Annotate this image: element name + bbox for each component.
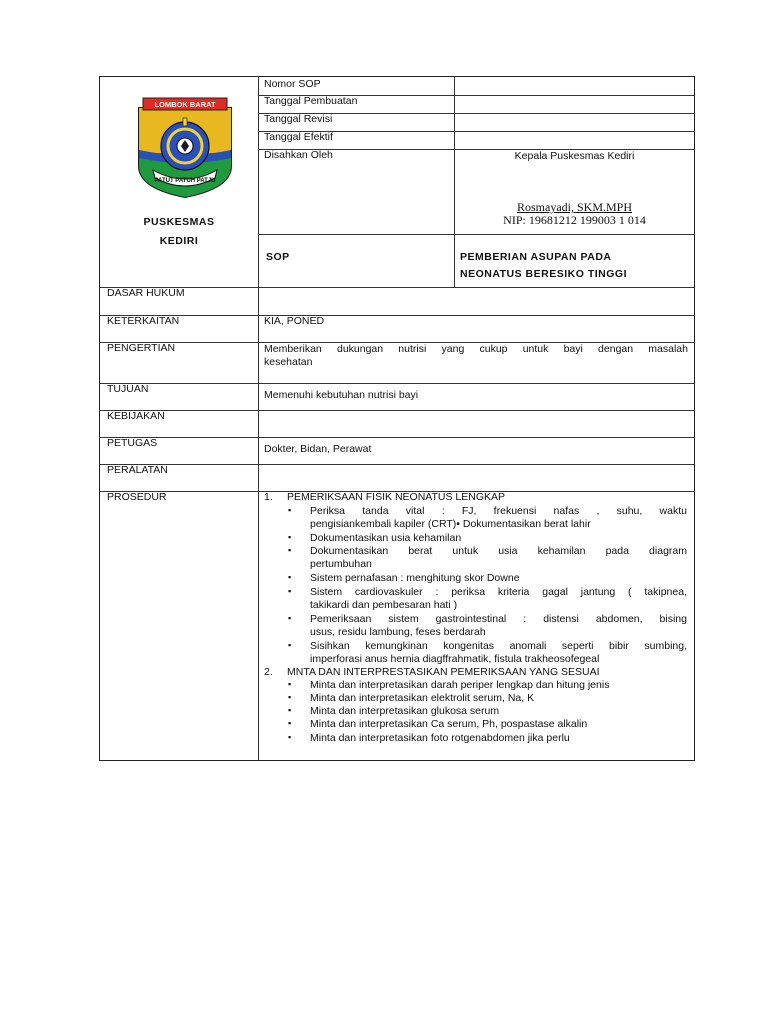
approver-name: Rosmayadi, SKM.MPH [516, 200, 632, 214]
petugas-label: PETUGAS [107, 437, 158, 449]
prosedur-item-line: Minta dan interpretasikan glukosa serum [310, 705, 500, 717]
step1-title: PEMERIKSAAN FISIK NEONATUS LENGKAP [287, 491, 506, 503]
row-divider [100, 287, 694, 288]
prosedur-item-line: Sistem pernafasan : menghitung skor Downe [310, 572, 520, 584]
prosedur-item-line: Dokumentasikan usia kehamilan [310, 532, 462, 544]
dasar-hukum-label: DASAR HUKUM [107, 287, 185, 299]
bullet-icon: ▪ [288, 718, 292, 728]
keterkaitan-value: KIA, PONED [264, 315, 325, 327]
pengertian-value-line2: kesehatan [264, 356, 313, 368]
org-name-line1: PUSKESMAS [143, 216, 215, 228]
bullet-icon: ▪ [288, 640, 292, 650]
keterkaitan-label: KETERKAITAN [107, 315, 180, 327]
prosedur-item-line: Dokumentasikan berat untuk usia kehamilan pada diagram [310, 545, 687, 557]
row-divider [258, 234, 694, 235]
prosedur-item-line: pengisiankembali kapiler (CRT)• Dokumentasikan berat lahir [310, 518, 591, 530]
petugas-value: Dokter, Bidan, Perawat [264, 443, 372, 455]
lombok-barat-emblem-logo [137, 96, 233, 198]
sop-title-line2: NEONATUS BERESIKO TINGGI [460, 268, 627, 280]
pengertian-label: PENGERTIAN [107, 342, 176, 354]
bullet-icon: ▪ [288, 679, 292, 689]
prosedur-item-line: Minta dan interpretasikan darah periper lengkap dan hitung jenis [310, 679, 610, 691]
prosedur-item-line: Pemeriksaan sistem gastrointestinal : distensi abdomen, bising [310, 613, 687, 625]
approver-title: Kepala Puskesmas Kediri [514, 150, 635, 162]
disahkan-oleh-label: Disahkan Oleh [264, 149, 333, 161]
nomor-sop-label: Nomor SOP [264, 78, 321, 90]
approver-nip: NIP: 19681212 199003 1 014 [503, 213, 646, 227]
prosedur-item-line: Minta dan interpretasikan elektrolit serum, Na, K [310, 692, 535, 704]
tanggal-efektif-label: Tanggal Efektif [264, 131, 333, 143]
bullet-icon: ▪ [288, 572, 292, 582]
kebijakan-label: KEBIJAKAN [107, 410, 165, 422]
prosedur-item-line: Sistem cardiovaskuler : periksa kriteria gagal jantung ( takipnea, [310, 586, 687, 598]
prosedur-item-line: Minta dan interpretasikan Ca serum, Ph, pospastase alkalin [310, 718, 588, 730]
logo-banner-text: LOMBOK BARAT [154, 100, 216, 109]
bullet-icon: ▪ [288, 505, 292, 515]
tanggal-pembuatan-label: Tanggal Pembuatan [264, 95, 358, 107]
tanggal-revisi-label: Tanggal Revisi [264, 113, 333, 125]
sop-document [99, 76, 695, 761]
prosedur-item-line: usus, residu lambung, feses berdarah [310, 626, 486, 638]
row-divider [100, 383, 694, 384]
prosedur-item-line: Minta dan interpretasikan foto rotgenabdomen jika perlu [310, 732, 570, 744]
sop-label: SOP [266, 251, 290, 263]
bullet-icon: ▪ [288, 732, 292, 742]
prosedur-item-line: Sisihkan kemungkinan kongenitas anomali seperti bibir sumbing, [310, 640, 687, 652]
bullet-icon: ▪ [288, 545, 292, 555]
prosedur-item-line: takikardi dan pembesaran hati ) [310, 599, 458, 611]
bullet-icon: ▪ [288, 705, 292, 715]
prosedur-item-line: imperforasi anus hernia diagffrahmatik, fistula trakheosofegeal [310, 653, 600, 665]
row-divider [100, 437, 694, 438]
prosedur-label: PROSEDUR [107, 491, 167, 503]
prosedur-item-line: Periksa tanda vital : FJ, frekuensi nafas , suhu, waktu [310, 505, 687, 517]
step2-title: MNTA DAN INTERPRESTASIKAN PEMERIKSAAN YANG SESUAI [287, 666, 600, 678]
tujuan-value: Memenuhi kebutuhan nutrisi bayi [264, 389, 419, 401]
bullet-icon: ▪ [288, 613, 292, 623]
bullet-icon: ▪ [288, 586, 292, 596]
sop-title-line1: PEMBERIAN ASUPAN PADA [460, 251, 612, 263]
column-divider-right [454, 77, 455, 287]
org-name-line2: KEDIRI [159, 235, 199, 247]
step-number: 2. [264, 666, 273, 678]
row-divider [100, 315, 694, 316]
bullet-icon: ▪ [288, 692, 292, 702]
logo-motto-text: PATUT PATUH PATJU [154, 178, 216, 184]
tujuan-label: TUJUAN [107, 383, 149, 395]
bullet-icon: ▪ [288, 532, 292, 542]
step-number: 1. [264, 491, 273, 503]
prosedur-item-line: pertumbuhan [310, 558, 372, 570]
pengertian-value-line1: Memberikan dukungan nutrisi yang cukup untuk bayi dengan masalah [264, 343, 688, 355]
row-divider [100, 464, 694, 465]
row-divider [100, 410, 694, 411]
column-divider-left [258, 77, 259, 760]
peralatan-label: PERALATAN [107, 464, 168, 476]
